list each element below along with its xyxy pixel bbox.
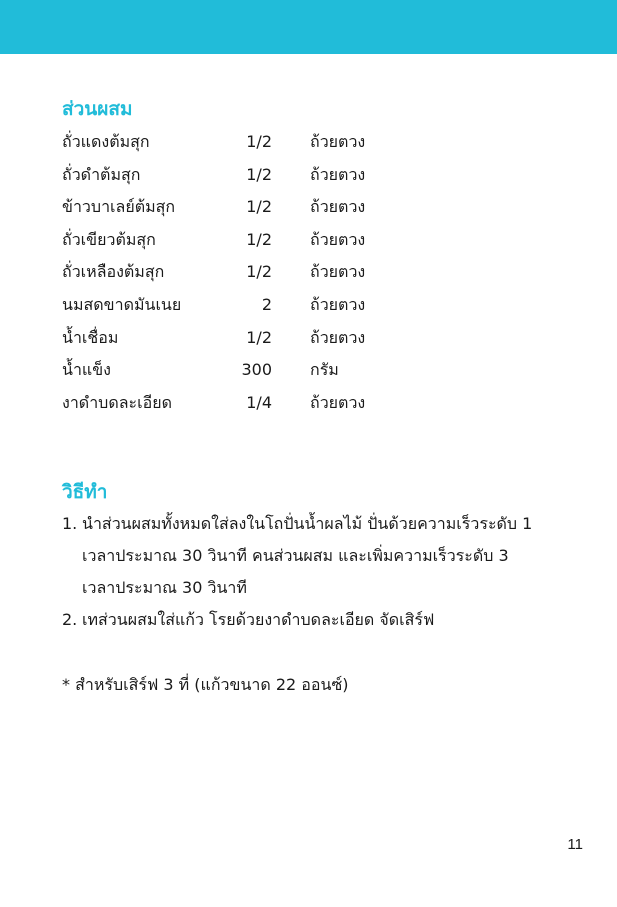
ingredient-row (62, 354, 462, 387)
ingredient-quantity: 2 (261, 294, 272, 314)
ingredient-row (62, 289, 462, 322)
step-number: 1. (62, 514, 78, 533)
ingredient-row (62, 322, 462, 355)
ingredients-heading: ส่วนผสม (62, 98, 133, 120)
ingredient-quantity: 1/2 (246, 229, 272, 249)
ingredient-unit: ถ้วยตวง (310, 262, 366, 282)
ingredient-row (62, 191, 462, 224)
ingredient-name: ถั่วเหลืองต้มสุก (62, 262, 165, 282)
ingredient-unit: ถ้วยตวง (310, 294, 366, 314)
ingredient-quantity: 1/2 (246, 327, 272, 347)
page-number: 11 (567, 836, 583, 853)
ingredient-name: ถั่วเขียวต้มสุก (62, 229, 156, 249)
ingredient-name: น้ำเชื่อม (62, 327, 119, 347)
ingredient-quantity: 1/2 (246, 262, 272, 282)
ingredient-unit: กรัม (310, 360, 339, 380)
step-number: 2. (62, 610, 78, 629)
ingredient-quantity: 1/2 (246, 164, 272, 184)
ingredient-row (62, 126, 462, 159)
step-text-line: เทส่วนผสมใส่แก้ว โรยด้วยงาดำบดละเอียด จัดเสิร์ฟ (82, 610, 435, 629)
step-text-line: เวลาประมาณ 30 วินาที คนส่วนผสม และเพิ่มความเร็วระดับ 3 (82, 546, 509, 565)
step-text-line: เวลาประมาณ 30 วินาที (82, 578, 247, 597)
method-step (62, 508, 562, 604)
ingredient-row (62, 224, 462, 257)
ingredient-quantity: 300 (241, 360, 272, 380)
ingredient-unit: ถ้วยตวง (310, 197, 366, 217)
ingredient-unit: ถ้วยตวง (310, 229, 366, 249)
ingredient-unit: ถ้วยตวง (310, 164, 366, 184)
ingredient-row (62, 256, 462, 289)
method-step (62, 604, 562, 636)
serving-note: * สำหรับเสิร์ฟ 3 ที่ (แก้วขนาด 22 ออนซ์) (62, 675, 349, 694)
top-color-band (0, 0, 617, 54)
ingredient-name: ข้าวบาเลย์ต้มสุก (62, 197, 176, 217)
ingredient-unit: ถ้วยตวง (310, 392, 366, 412)
ingredients-list (62, 126, 462, 419)
ingredient-unit: ถ้วยตวง (310, 132, 366, 151)
ingredient-name: นมสดขาดมันเนย (62, 294, 182, 314)
ingredient-unit: ถ้วยตวง (310, 327, 366, 347)
ingredient-quantity: 1/2 (246, 197, 272, 217)
ingredient-name: ถั่วดำต้มสุก (62, 164, 141, 184)
ingredient-quantity: 1/4 (246, 392, 272, 412)
ingredient-quantity: 1/2 (246, 132, 272, 151)
ingredient-name: น้ำแข็ง (62, 360, 111, 380)
method-heading: วิธีทำ (62, 481, 108, 503)
method-steps (62, 508, 562, 636)
ingredient-row (62, 387, 462, 420)
step-text-line: นำส่วนผสมทั้งหมดใส่ลงในโถปั่นน้ำผลไม้ ปั่นด้วยความเร็วระดับ 1 (82, 514, 533, 533)
ingredient-name: ถั่วแดงต้มสุก (62, 132, 150, 151)
ingredient-name: งาดำบดละเอียด (62, 392, 172, 412)
ingredient-row (62, 159, 462, 192)
